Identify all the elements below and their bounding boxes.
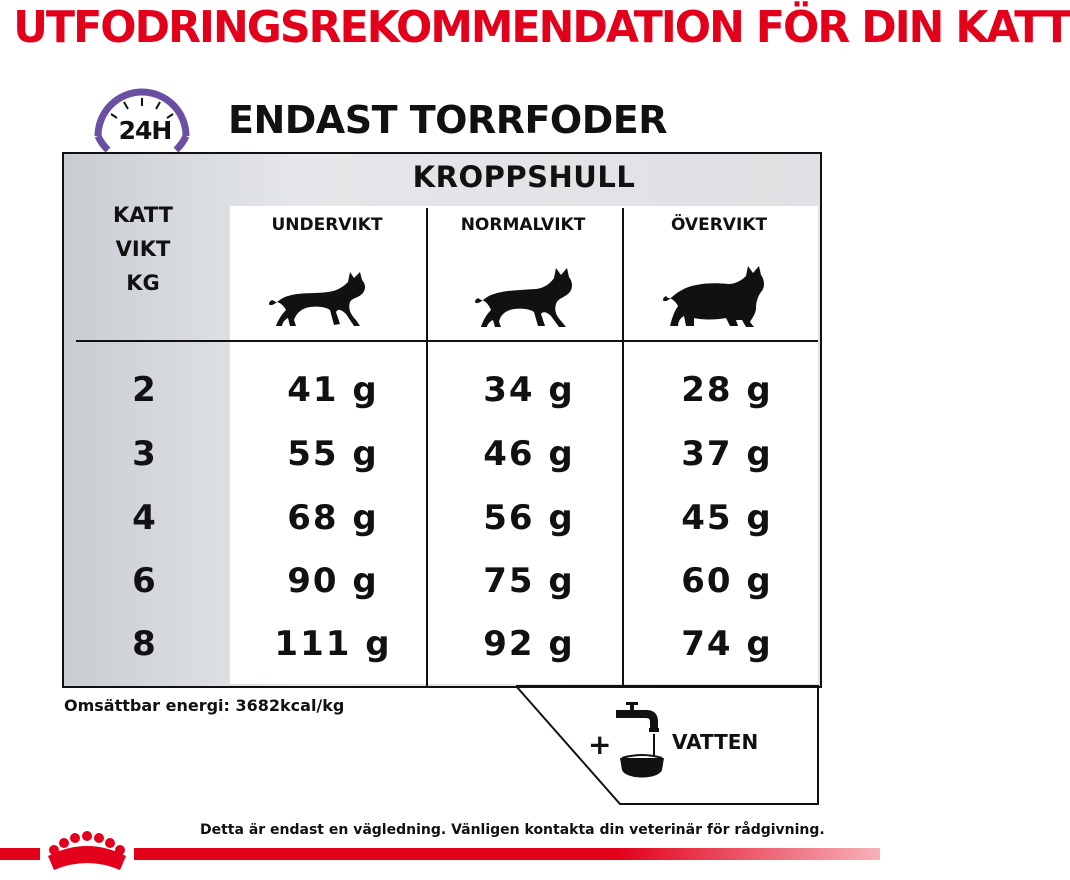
value-cell: 41 g xyxy=(287,370,379,410)
weight-cell: 2 xyxy=(132,370,156,410)
value-cell: 75 g xyxy=(483,561,575,601)
value-cell: 90 g xyxy=(287,561,379,601)
water-tap-icon xyxy=(612,696,670,786)
plus-sign: + xyxy=(588,728,612,761)
value-cell: 55 g xyxy=(287,434,379,474)
column-header-overweight: ÖVERVIKT xyxy=(670,215,768,235)
cat-normal-icon xyxy=(472,262,584,332)
weight-cell: 6 xyxy=(132,561,156,601)
header-divider xyxy=(76,340,818,342)
body-condition-header: KROPPSHULL xyxy=(412,160,636,194)
value-cell: 74 g xyxy=(681,624,773,664)
weight-cell: 3 xyxy=(132,434,156,474)
weight-header xyxy=(78,198,208,300)
crown-logo-icon xyxy=(40,826,134,876)
value-cell: 111 g xyxy=(274,624,392,664)
weight-header-line: KATT xyxy=(112,203,174,227)
cat-thin-icon xyxy=(266,262,378,332)
water-label: VATTEN xyxy=(672,730,759,754)
weight-header-line: VIKT xyxy=(115,237,171,261)
column-header-normal: NORMALVIKT xyxy=(460,215,586,235)
weight-cell: 4 xyxy=(132,498,156,538)
value-cell: 68 g xyxy=(287,498,379,538)
disclaimer: Detta är endast en vägledning. Vänligen kontakta din veterinär för rådgivning. xyxy=(200,822,825,838)
page-title: UTFODRINGSREKOMMENDATION FÖR DIN KATT xyxy=(13,2,1070,53)
value-cell: 28 g xyxy=(681,370,773,410)
column-header-underweight: UNDERVIKT xyxy=(271,215,383,235)
energy-note: Omsättbar energi: 3682kcal/kg xyxy=(64,696,345,715)
value-cell: 45 g xyxy=(681,498,773,538)
value-cell: 92 g xyxy=(483,624,575,664)
value-cell: 60 g xyxy=(681,561,773,601)
value-cell: 46 g xyxy=(483,434,575,474)
value-cell: 56 g xyxy=(483,498,575,538)
clock-label: 24H xyxy=(118,116,172,145)
weight-header-line: KG xyxy=(126,271,160,295)
cat-fat-icon xyxy=(662,262,774,332)
weight-cell: 8 xyxy=(132,624,156,664)
value-cell: 34 g xyxy=(483,370,575,410)
value-cell: 37 g xyxy=(681,434,773,474)
section-title: ENDAST TORRFODER xyxy=(228,98,668,142)
